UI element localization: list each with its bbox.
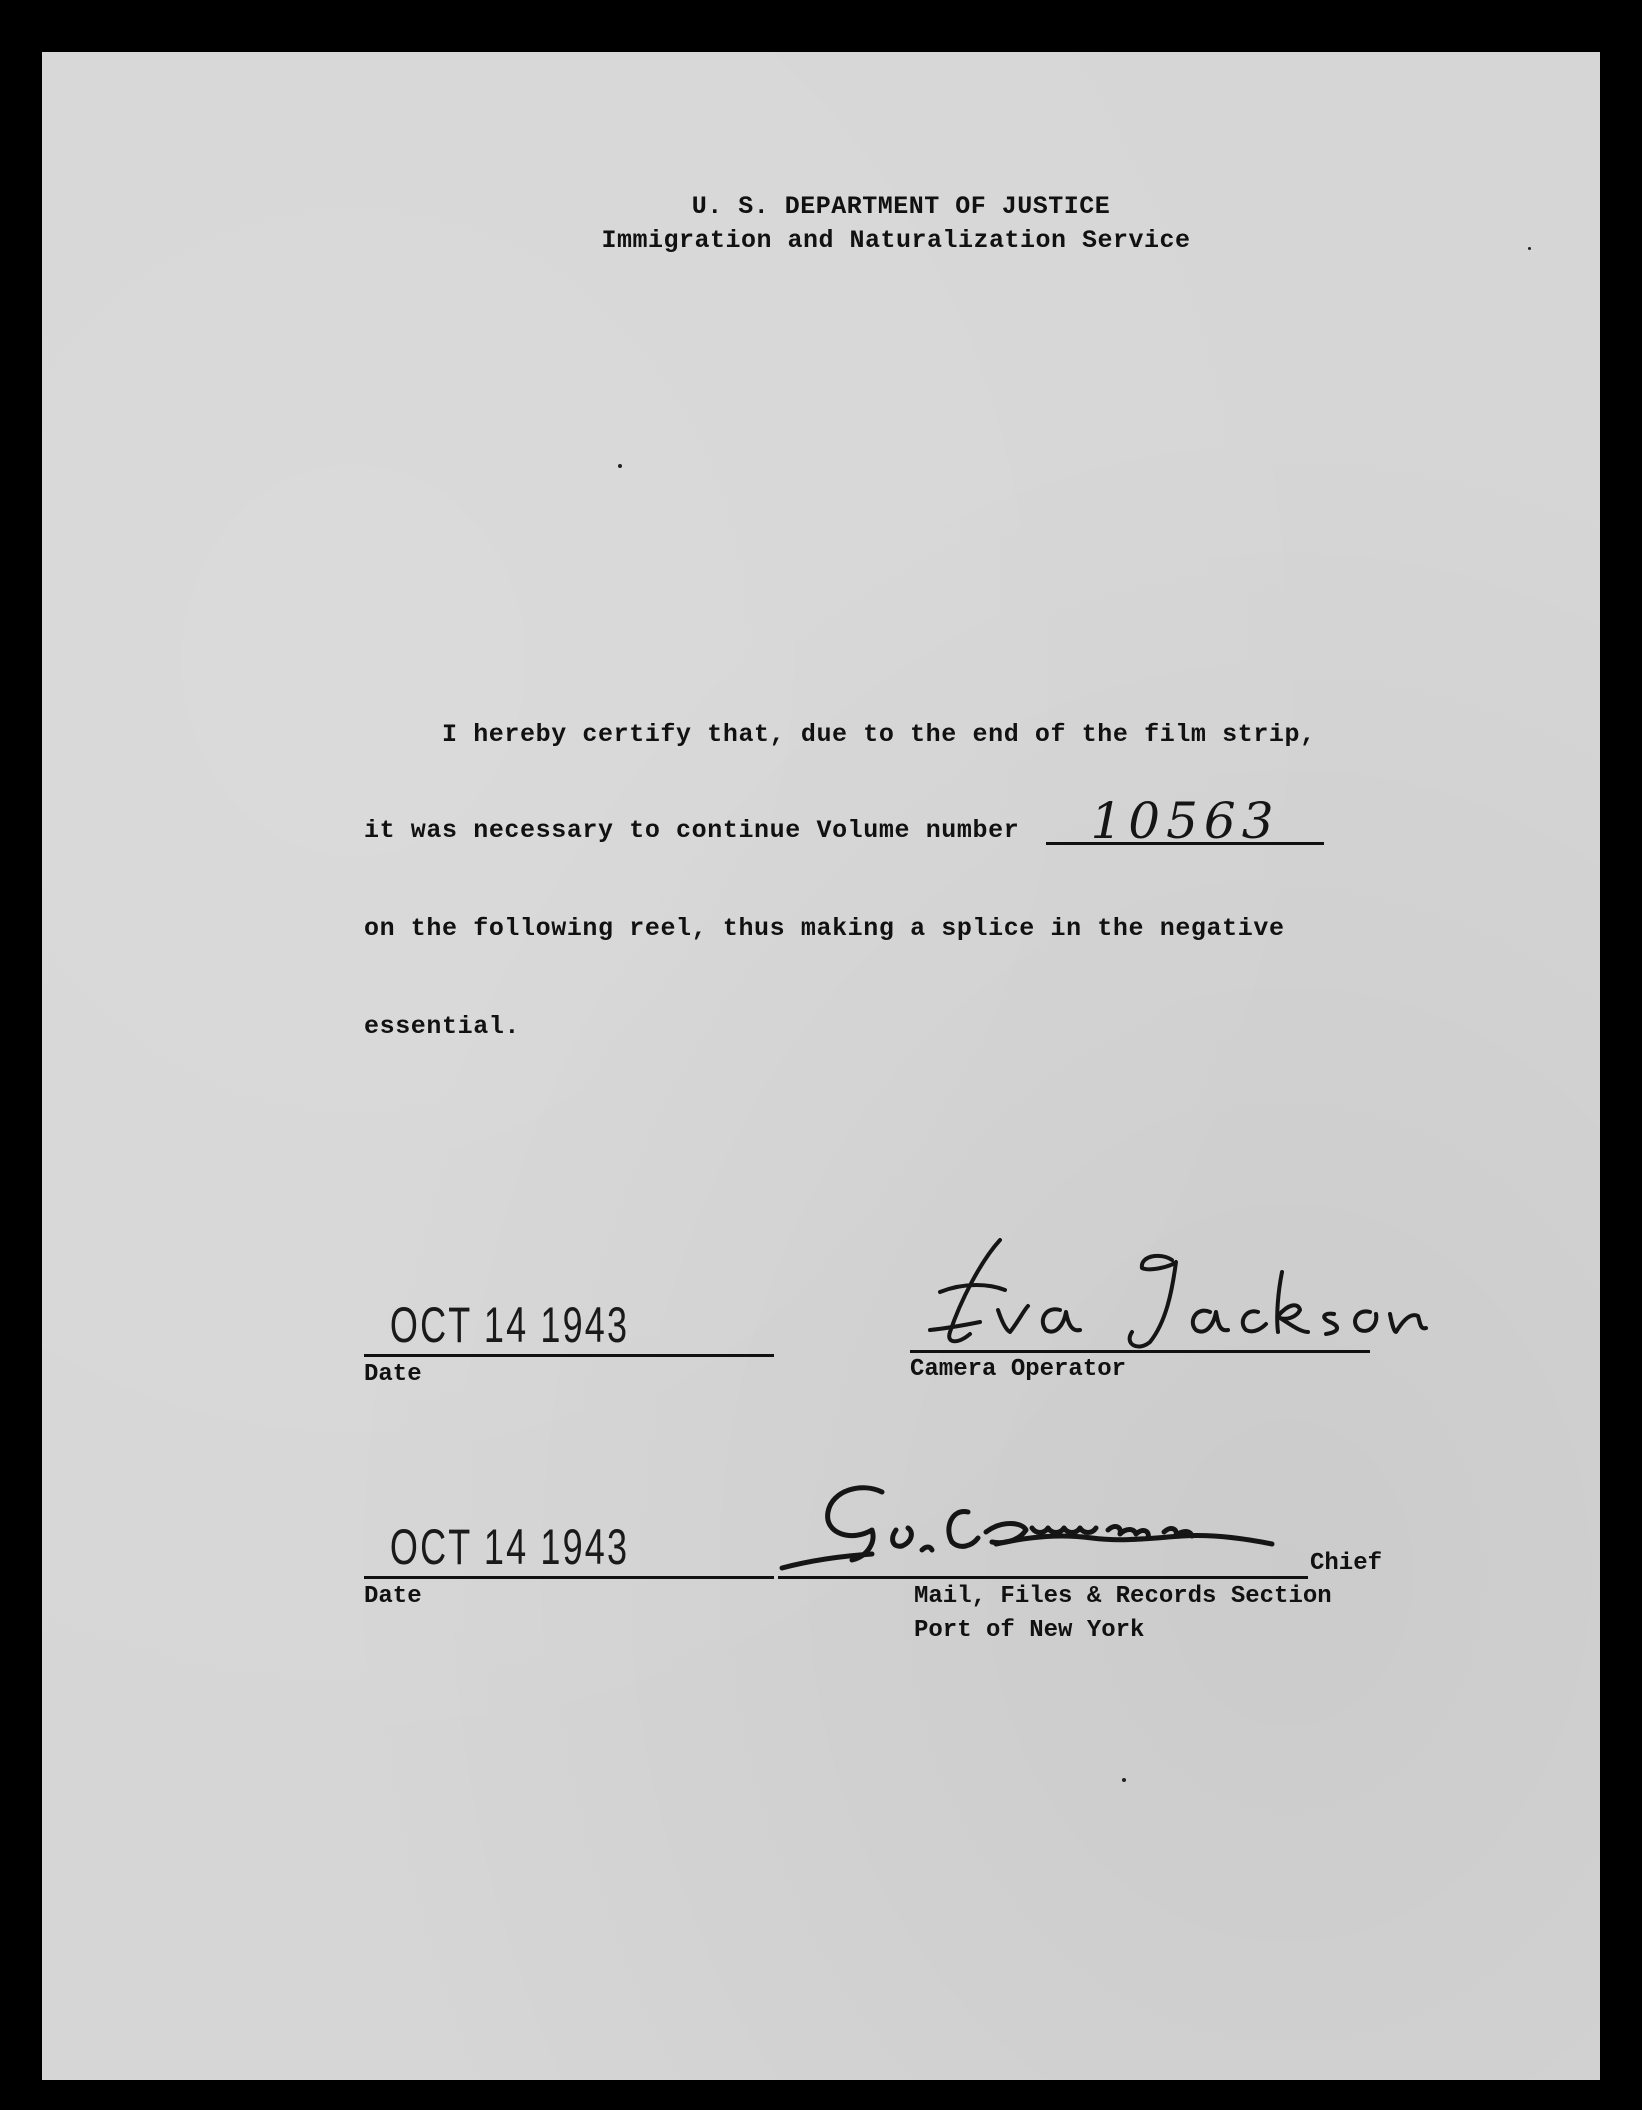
operator-date-rule bbox=[364, 1354, 774, 1357]
chief-title: Chief bbox=[1310, 1550, 1383, 1577]
scan-speck bbox=[1122, 1778, 1126, 1782]
certification-line-3: on the following reel, thus making a splice in the negative bbox=[364, 914, 1285, 943]
document-page bbox=[42, 52, 1600, 2080]
scan-speck bbox=[618, 464, 622, 468]
operator-date-block bbox=[364, 1296, 774, 1388]
operator-date-stamp: OCT 14 1943 bbox=[389, 1297, 630, 1353]
chief-date-rule bbox=[364, 1576, 774, 1579]
camera-operator-signature-block bbox=[910, 1232, 1410, 1383]
certification-line-2: it was necessary to continue Volume number bbox=[364, 816, 1020, 845]
chief-date-block bbox=[364, 1518, 774, 1610]
volume-number-handwritten: 10563 bbox=[1090, 792, 1280, 850]
agency-name: U. S. DEPARTMENT OF JUSTICE bbox=[691, 192, 1111, 221]
letterhead bbox=[42, 190, 1600, 258]
camera-operator-signature bbox=[910, 1232, 1430, 1352]
service-name: Immigration and Naturalization Service bbox=[601, 226, 1191, 255]
port-name: Port of New York bbox=[914, 1617, 1145, 1644]
chief-signature-rule bbox=[778, 1576, 1308, 1579]
chief-section-title bbox=[914, 1580, 1332, 1648]
section-name: Mail, Files & Records Section bbox=[914, 1583, 1332, 1610]
camera-operator-label: Camera Operator bbox=[910, 1356, 1127, 1383]
operator-date-label: Date bbox=[364, 1361, 422, 1388]
camera-operator-rule bbox=[910, 1350, 1370, 1353]
chief-signature bbox=[772, 1472, 1312, 1582]
volume-number-field bbox=[1046, 792, 1324, 850]
chief-date-stamp: OCT 14 1943 bbox=[389, 1519, 630, 1575]
scan-speck bbox=[1528, 247, 1531, 250]
certification-line-4: essential. bbox=[364, 1012, 521, 1041]
chief-date-label: Date bbox=[364, 1583, 422, 1610]
chief-signature-block bbox=[772, 1472, 1452, 1652]
certification-line-1: I hereby certify that, due to the end of the film strip, bbox=[442, 720, 1316, 749]
